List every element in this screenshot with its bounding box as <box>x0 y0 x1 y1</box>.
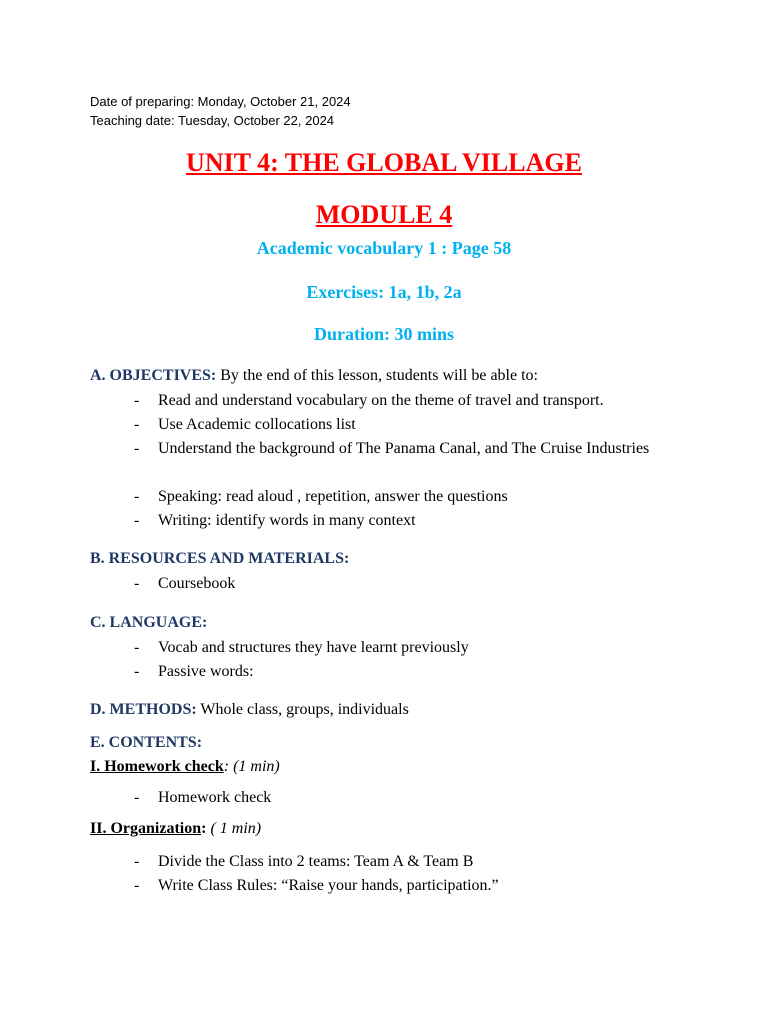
methods-label: D. METHODS: <box>90 701 197 718</box>
contents-label: E. CONTENTS: <box>90 734 203 751</box>
bullet-dash: - <box>134 416 140 433</box>
list-item <box>134 660 678 684</box>
organization-title: II. Organization <box>90 820 202 837</box>
list-item <box>134 786 678 810</box>
list-item <box>134 389 678 413</box>
objectives-label: A. OBJECTIVES: <box>90 367 217 384</box>
resources-label: B. RESOURCES AND MATERIALS: <box>90 550 350 567</box>
module-title: MODULE 4 <box>315 200 453 229</box>
list-item <box>134 509 678 533</box>
homework-text: Homework check <box>158 789 272 806</box>
methods-heading <box>90 700 409 720</box>
organization-text: Divide the Class into 2 teams: Team A & Team B <box>158 853 474 870</box>
resources-heading <box>90 549 349 569</box>
bullet-dash: - <box>134 639 140 656</box>
language-heading <box>90 613 207 633</box>
homework-colon: : <box>223 758 230 775</box>
list-item <box>134 572 678 596</box>
resource-text: Coursebook <box>158 575 236 592</box>
organization-text: Write Class Rules: “Raise your hands, participation.” <box>158 877 499 894</box>
objectives-intro: By the end of this lesson, students will be able to: <box>216 367 538 384</box>
contents-heading <box>90 733 202 753</box>
unit-title: UNIT 4: THE GLOBAL VILLAGE <box>186 148 582 177</box>
objective-text: Use Academic collocations list <box>158 416 356 433</box>
lesson-subtitle: Academic vocabulary 1 : Page 58 <box>256 238 512 258</box>
list-item <box>134 437 678 461</box>
bullet-dash: - <box>134 853 140 870</box>
list-item <box>134 485 678 509</box>
organization-heading <box>90 819 261 839</box>
language-text: Vocab and structures they have learnt previously <box>158 639 469 656</box>
homework-duration: (1 min) <box>229 758 280 775</box>
date-of-preparing: Date of preparing: Monday, October 21, 2024 <box>90 94 351 109</box>
objective-text: Writing: identify words in many context <box>158 512 416 529</box>
bullet-dash: - <box>134 877 140 894</box>
organization-duration: ( 1 min) <box>206 820 262 837</box>
language-text: Passive words: <box>158 663 254 680</box>
list-item <box>134 850 678 874</box>
exercises-line: Exercises: 1a, 1b, 2a <box>306 282 462 302</box>
bullet-dash: - <box>134 392 140 409</box>
bullet-dash: - <box>134 440 140 457</box>
bullet-dash: - <box>134 663 140 680</box>
bullet-dash: - <box>134 575 140 592</box>
language-label: C. LANGUAGE: <box>90 614 208 631</box>
bullet-dash: - <box>134 488 140 505</box>
homework-heading <box>90 757 280 777</box>
methods-text: Whole class, groups, individuals <box>196 701 409 718</box>
list-item <box>134 874 678 898</box>
objectives-heading <box>90 366 538 386</box>
duration-line: Duration: 30 mins <box>313 324 454 344</box>
organization-colon: : <box>201 820 207 837</box>
list-item <box>134 636 678 660</box>
homework-title: I. Homework check <box>90 758 224 775</box>
objective-text: Speaking: read aloud , repetition, answer the questions <box>158 488 508 505</box>
bullet-dash: - <box>134 512 140 529</box>
teaching-date: Teaching date: Tuesday, October 22, 2024 <box>90 113 335 128</box>
objective-text: Read and understand vocabulary on the theme of travel and transport. <box>158 392 604 409</box>
list-item <box>134 413 678 437</box>
objective-text: Understand the background of The Panama Canal, and The Cruise Industries <box>158 440 650 457</box>
bullet-dash: - <box>134 789 140 806</box>
